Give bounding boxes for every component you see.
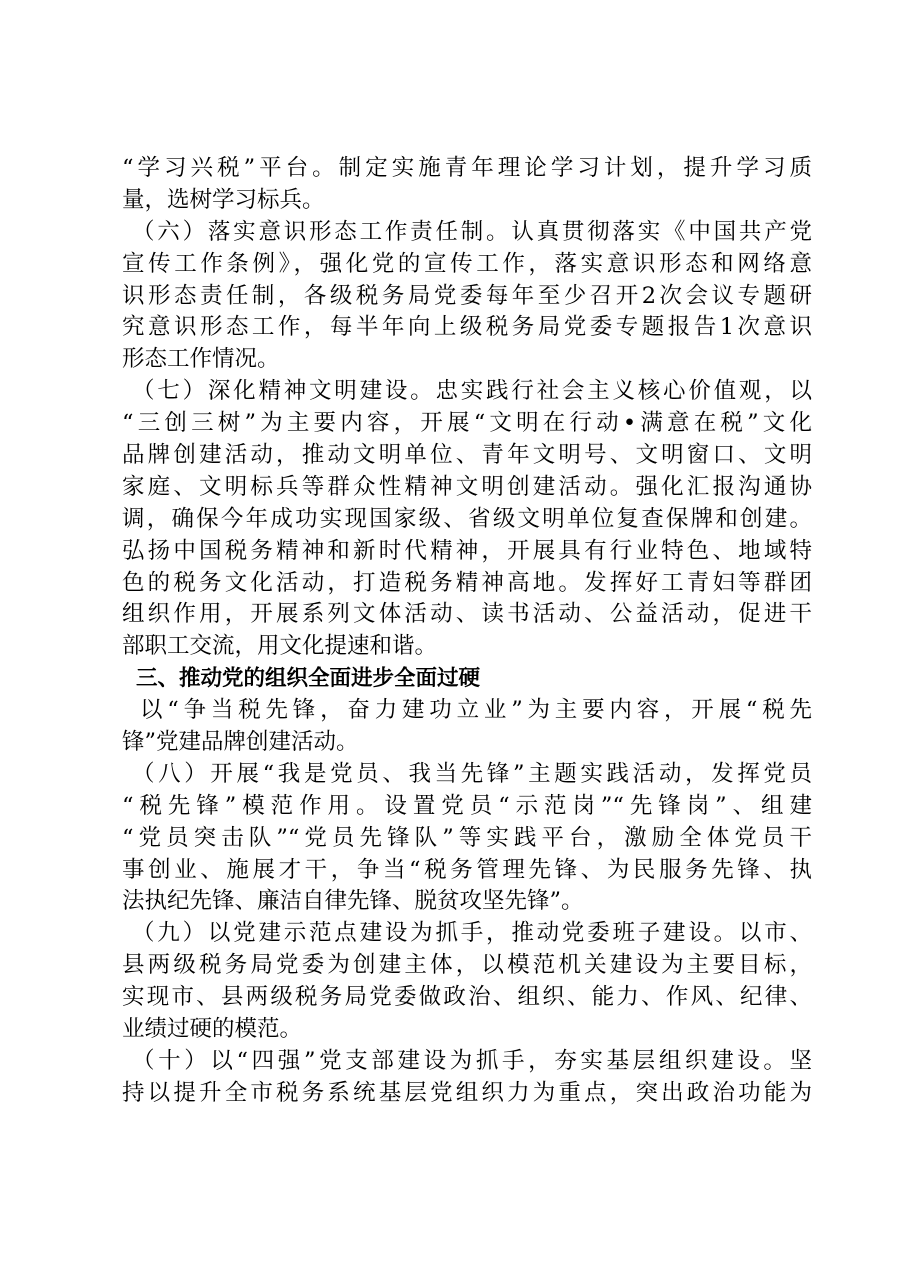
section-heading: 三、推动党的组织全面进步全面过硬 (136, 666, 481, 692)
text-line: 弘扬中国税务精神和新时代精神，开展具有行业特色、地域特 (122, 537, 812, 564)
text-line: 量，选树学习标兵。 (122, 186, 325, 213)
text-line: 宣传工作条例》，强化党的宣传工作，落实意识形态和网络意 (122, 250, 812, 277)
text-line: 以“争当税先锋，奋力建功立业”为主要内容，开展“税先 (140, 697, 812, 724)
text-line: 持以提升全市税务系统基层党组织力为重点，突出政治功能为 (122, 1079, 812, 1106)
text-line: 法执纪先锋、廉洁自律先锋、脱贫攻坚先锋”。 (122, 888, 584, 915)
text-line: 事创业、施展才干，争当“税务管理先锋、为民服务先锋、执 (122, 856, 812, 883)
text-line: “党员突击队”“党员先锋队”等实践平台，激励全体党员干 (122, 824, 812, 851)
text-line: 形态工作情况。 (122, 346, 280, 373)
text-line: 锋”党建品牌创建活动。 (122, 729, 359, 756)
text-line: “税先锋”模范作用。设置党员“示范岗”“先锋岗”、组建 (122, 792, 812, 819)
text-line: 业绩过硬的模范。 (122, 1016, 303, 1043)
text-line: “学习兴税”平台。制定实施青年理论学习计划，提升学习质 (122, 155, 812, 181)
document-page (122, 153, 812, 1110)
text-line: 家庭、文明标兵等群众性精神文明创建活动。强化汇报沟通协 (122, 473, 812, 500)
text-line: （九）以党建示范点建设为抓手，推动党委班子建设。以市、 (132, 920, 812, 947)
text-line: （七）深化精神文明建设。忠实践行社会主义核心价值观，以 (132, 378, 812, 405)
text-line: （六）落实意识形态工作责任制。认真贯彻落实《中国共产党 (132, 218, 812, 245)
text-line: 实现市、县两级税务局党委做政治、组织、能力、作风、纪律、 (122, 984, 812, 1011)
text-line: 究意识形态工作，每半年向上级税务局党委专题报告1次意识 (122, 314, 812, 341)
text-line: 县两级税务局党委为创建主体，以模范机关建设为主要目标， (122, 952, 812, 979)
text-line: 色的税务文化活动，打造税务精神高地。发挥好工青妇等群团 (122, 569, 812, 596)
text-line: “三创三树”为主要内容，开展“文明在行动•满意在税”文化 (122, 410, 812, 437)
text-line: 组织作用，开展系列文体活动、读书活动、公益活动，促进干 (122, 601, 812, 628)
text-line: （十）以“四强”党支部建设为抓手，夯实基层组织建设。坚 (132, 1047, 812, 1074)
text-line: 调，确保今年成功实现国家级、省级文明单位复查保牌和创建。 (122, 505, 812, 532)
text-line: 识形态责任制，各级税务局党委每年至少召开2次会议专题研 (122, 282, 812, 309)
text-line: 品牌创建活动，推动文明单位、青年文明号、文明窗口、文明 (122, 442, 812, 469)
text-line: （八）开展“我是党员、我当先锋”主题实践活动，发挥党员 (132, 760, 812, 787)
text-line: 部职工交流，用文化提速和谐。 (122, 633, 438, 660)
